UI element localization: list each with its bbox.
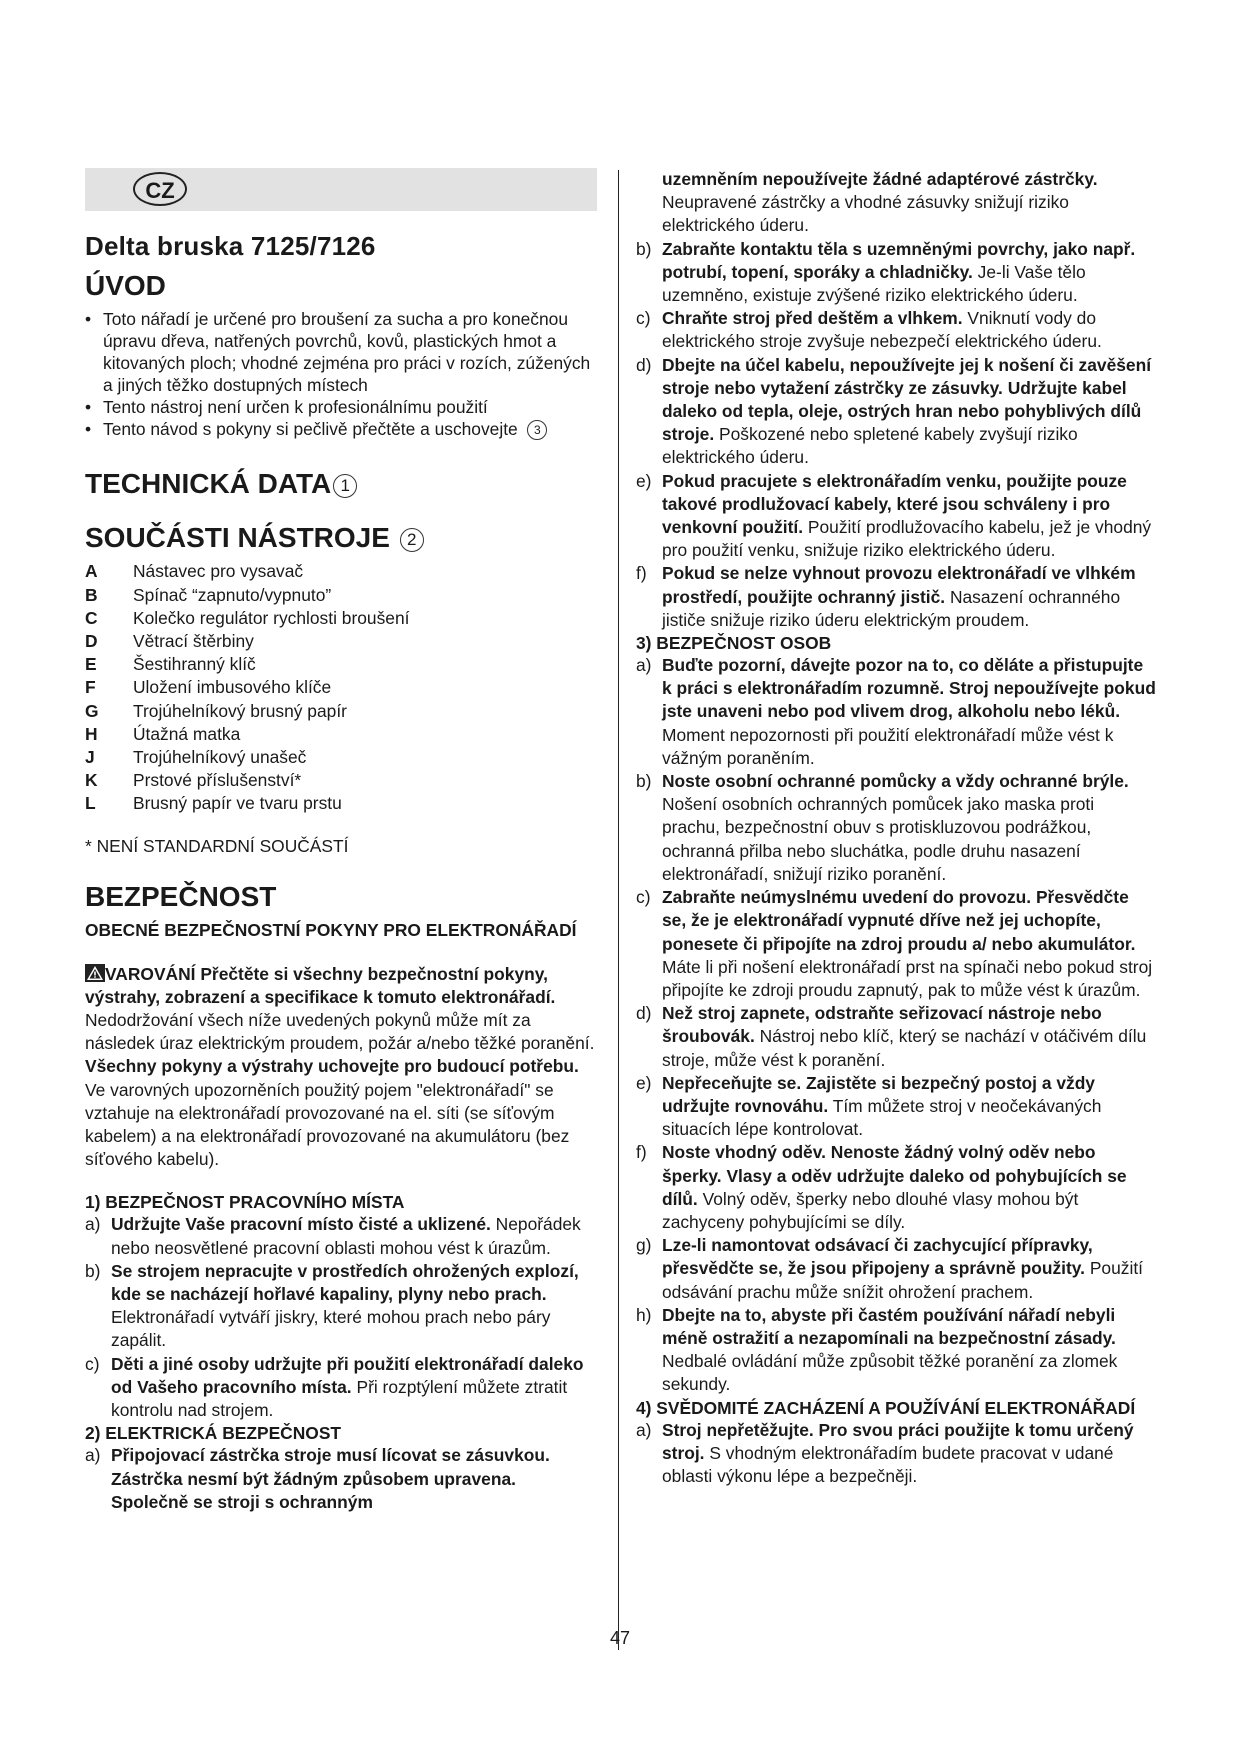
section-2-item-c: c) Chraňte stroj před deštěm a vlhkem. Vniknutí vody do elektrického stroje zvyšuje nebezpečí elektrického úderu.: [636, 308, 1102, 352]
component-item: C Kolečko regulátor rychlosti broušení: [85, 607, 410, 628]
section-3-item-c: c) Zabraňte neúmyslnému uvedení do provozu. Přesvědčte se, že je elektronářadí vypnuté dříve než jej uchopíte, ponesete či připojíte na zdroj proudu a/ nebo akumulátor. Máte li při nošení elektronářadí prst na spínači nebo pokud stroj připojíte ke zdroji proudu zapnutý, pak to může vést k úrazům.: [636, 887, 1153, 1000]
component-item: H Útažná matka: [85, 723, 241, 744]
safety-heading: BEZPEČNOST: [85, 880, 277, 912]
safety-subheading: OBECNÉ BEZPEČNOSTNÍ POKYNY PRO ELEKTRONÁŘADÍ: [85, 919, 577, 940]
components-heading: SOUČÁSTI NÁSTROJE 2: [85, 522, 597, 554]
component-item: K Prstové příslušenství*: [85, 770, 302, 791]
section-2-item-b: b) Zabraňte kontaktu těla s uzemněnými povrchy, jako např. potrubí, topení, sporáky a chladničky. Je-li Vaše tělo uzemněno, existuje zvýšené riziko elektrického úderu.: [636, 238, 1136, 306]
component-item: F Uložení imbusového klíče: [85, 677, 332, 698]
component-item: J Trojúhelníkový unašeč: [85, 747, 307, 768]
right-column: [636, 168, 1156, 1488]
section-1-item-a: a) Udržujte Vaše pracovní místo čisté a uklizené. Nepořádek nebo neosvětlené pracovní oblasti mohou vést k úrazům.: [85, 1214, 581, 1258]
section-4-item-a: a) Stroj nepřetěžujte. Pro svou práci použijte k tomu určený stroj. S vhodným elektronářadím budete pracovat v udané oblasti výkonu lépe a bezpečněji.: [636, 1419, 1134, 1486]
language-band: [85, 168, 597, 211]
warning-paragraph: VAROVÁNÍ Přečtěte si všechny bezpečnostní pokyny, výstrahy, zobrazení a specifikace k tomuto elektronářadí. Nedodržování všech níže uvedených pokynů může mít za následek úraz elektrickým proudem, požár a/nebo těžké poranění. Všechny pokyny a výstrahy uchovejte pro budoucí potřebu. Ve varovných upozorněních použitý pojem "elektronářadí" se vztahuje na elektronářadí provozované na el. síti (se síťovým kabelem) a na elektronářadí provozované na akumulátoru (bez síťového kabelu).: [85, 963, 595, 1170]
intro-bullet: • Tento nástroj není určen k profesionálnímu použití: [85, 396, 597, 418]
figure-ref-3: 3: [527, 420, 547, 440]
warning-icon: [85, 964, 105, 982]
tech-data-heading: TECHNICKÁ DATA 1: [85, 468, 597, 500]
language-badge: CZ: [133, 172, 187, 206]
component-item: E Šestihranný klíč: [85, 654, 256, 675]
section-3-item-e: e) Nepřeceňujte se. Zajistěte si bezpečný postoj a vždy udržujte rovnováhu. Tím můžete stroj v neočekávaných situacích lépe kontrolovat.: [636, 1072, 1102, 1140]
section-3-item-g: g) Lze-li namontovat odsávací či zachycující přípravky, přesvědčte se, že jsou připojeny a správně použity. Použití odsávání prachu může snížit ohrožení prachem.: [636, 1235, 1143, 1302]
component-item: G Trojúhelníkový brusný papír: [85, 700, 347, 721]
section-1-heading: 1) BEZPEČNOST PRACOVNÍHO MÍSTA: [85, 1192, 405, 1213]
section-3-item-b: b) Noste osobní ochranné pomůcky a vždy ochranné brýle. Nošení osobních ochranných pomůcek jako maska proti prachu, bezpečnostní obuv s protiskluzovou podrážkou, ochranná přilba nebo sluchátka, podle druhu nasazení elektronářadí, snižují riziko poranění.: [636, 771, 1129, 884]
section-2-item-f: f) Pokud se nelze vyhnout provozu elektronářadí ve vlhkém prostředí, použijte ochranný jistič. Nasazení ochranného jističe snižuje riziko úderu elektrickým proudem.: [636, 563, 1136, 630]
left-column: [85, 168, 597, 1514]
figure-ref-1: 1: [333, 474, 357, 498]
section-2-heading: 2) ELEKTRICKÁ BEZPEČNOST: [85, 1423, 342, 1444]
section-1-item-b: b) Se strojem nepracujte v prostředích ohrožených explozí, kde se nacházejí hořlavé kapaliny, plyny nebo prach. Elektronářadí vytváří jiskry, které mohou prach nebo páry zapálit.: [85, 1260, 579, 1351]
section-2-item-e: e) Pokud pracujete s elektronářadím venku, použijte pouze takové prodlužovací kabely, které jsou schváleny i pro venkovní použití. Použití prodlužovacího kabelu, jež je vhodný pro použití venku, snižuje riziko elektrického úderu.: [636, 470, 1152, 561]
components-list: [85, 560, 597, 815]
section-2-item-a: a) Připojovací zástrčka stroje musí lícovat se zásuvkou. Zástrčka nesmí být žádným způsobem upravena. Společně se stroji s ochranným: [85, 1445, 550, 1512]
section-4-heading: 4) SVĚDOMITÉ ZACHÁZENÍ A POUŽÍVÁNÍ ELEKTRONÁŘADÍ: [636, 1397, 1136, 1418]
component-item: L Brusný papír ve tvaru prstu: [85, 793, 342, 814]
section-3-item-f: f) Noste vhodný oděv. Nenoste žádný volný oděv nebo šperky. Vlasy a oděv udržujte daleko od pohybujících se dílů. Volný oděv, šperky nebo dlouhé vlasy mohou být zachyceny pohybujícími se díly.: [636, 1142, 1127, 1232]
intro-bullet: • Tento návod s pokyny si pečlivě přečtěte a uschovejte 3: [85, 418, 597, 440]
intro-heading: ÚVOD: [85, 270, 166, 301]
section-3-heading: 3) BEZPEČNOST OSOB: [636, 633, 832, 654]
intro-bullets: [85, 308, 597, 440]
section-3-item-a: a) Buďte pozorní, dávejte pozor na to, co děláte a přistupujte k práci s elektronářadím rozumně. Stroj nepoužívejte pokud jste unaveni nebo pod vlivem drog, alkoholu nebo léků. Moment nepozornosti při použití elektronářadí může vést k vážným poraněním.: [636, 655, 1156, 768]
component-item: D Větrací štěrbiny: [85, 631, 254, 652]
figure-ref-2: 2: [400, 528, 424, 552]
intro-bullet: • Toto nářadí je určené pro broušení za sucha a pro konečnou úpravu dřeva, natřených povrchů, kovů, plastických hmot a kitovaných ploch; vhodné zejména pro práci v rozích, zúžených a jiných těžko dostupných místech: [85, 308, 597, 396]
section-2-item-d: d) Dbejte na účel kabelu, nepoužívejte jej k nošení či zavěšení stroje nebo vytažení zástrčky ze zásuvky. Udržujte kabel daleko od tepla, oleje, ostrých hran nebo pohyblivých dílů stroje. Poškozené nebo spletené kabely zvyšují riziko elektrického úderu.: [636, 354, 1152, 468]
section-2-item-a-continued: uzemněním nepoužívejte žádné adaptérové zástrčky. Neupravené zástrčky a vhodné zásuvky snižují riziko elektrického úderu.: [662, 169, 1098, 236]
column-divider: [618, 170, 619, 1650]
page-number: 47: [609, 1628, 631, 1648]
product-title: Delta bruska 7125/7126: [85, 231, 376, 261]
components-note: * NENÍ STANDARDNÍ SOUČÁSTÍ: [85, 835, 349, 856]
component-item: B Spínač “zapnuto/vypnuto”: [85, 584, 332, 605]
section-3-item-d: d) Než stroj zapnete, odstraňte seřizovací nástroje nebo šroubovák. Nástroj nebo klíč, který se nachází v otáčivém dílu stroje, může vést k poranění.: [636, 1003, 1147, 1070]
component-item: A Nástavec pro vysavač: [85, 561, 304, 582]
section-3-item-h: h) Dbejte na to, abyste při častém používání nářadí nebyli méně ostražití a nezapomínali na bezpečnostní zásady. Nedbalé ovládání může způsobit těžké poranění za zlomek sekundy.: [636, 1304, 1118, 1395]
section-1-item-c: c) Děti a jiné osoby udržujte při použití elektronářadí daleko od Vašeho pracovního místa. Při rozptýlení můžete ztratit kontrolu nad strojem.: [85, 1353, 584, 1421]
